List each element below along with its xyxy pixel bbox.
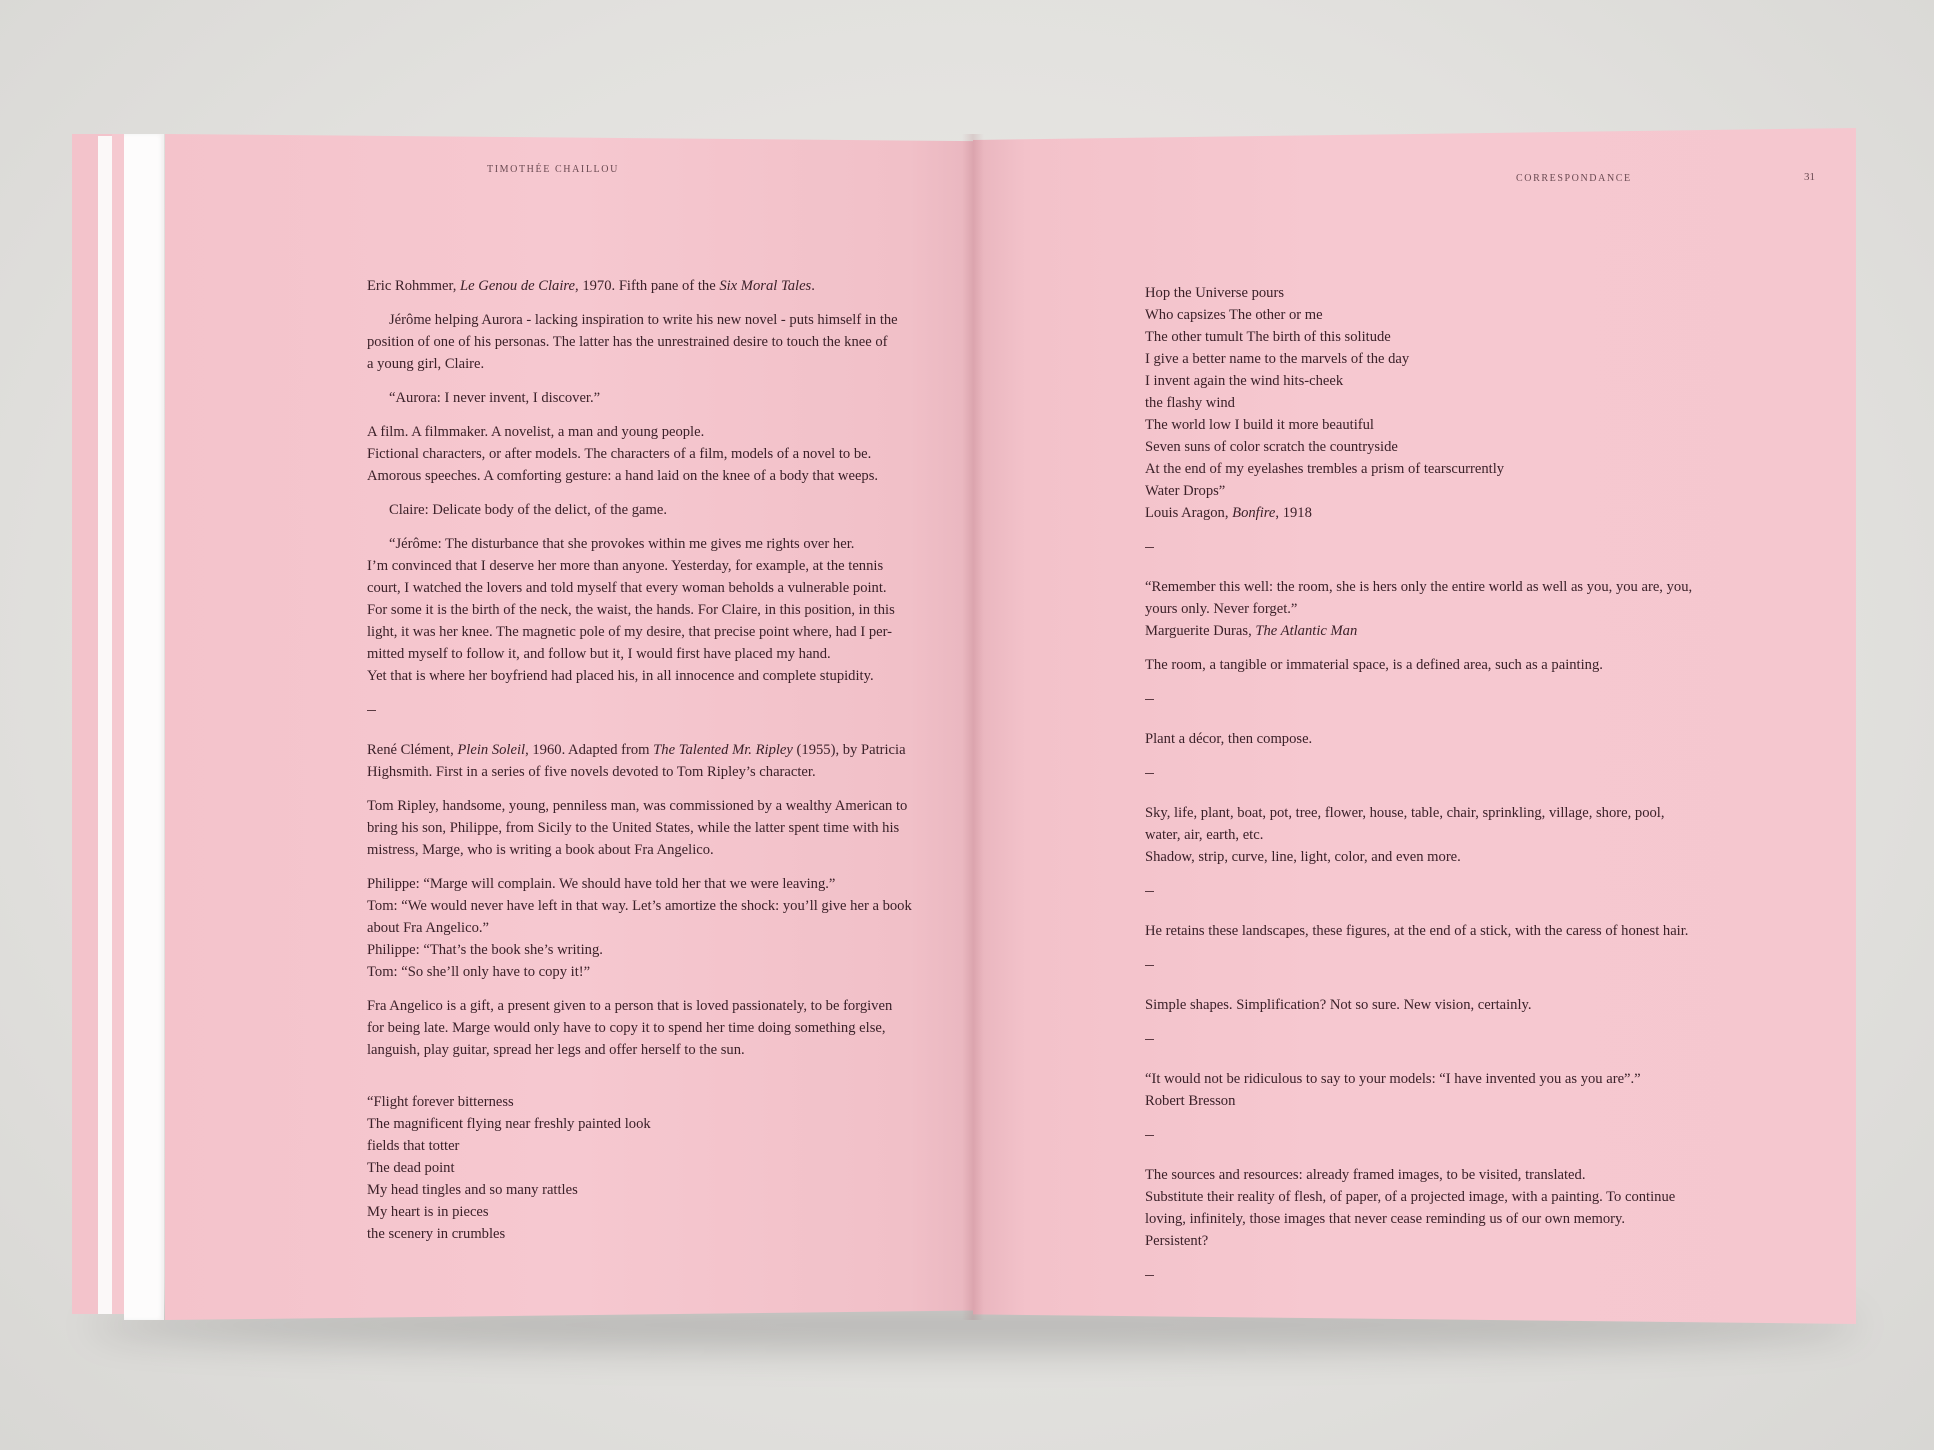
- text-line: yours only. Never forget.”: [1145, 601, 1298, 617]
- stack-white-edge: [124, 134, 164, 1320]
- text-line: The magnificent flying near freshly painted look: [367, 1116, 651, 1132]
- section-divider: [1145, 762, 1785, 784]
- text-line: position of one of his personas. The latter has the unrestrained desire to touch the knee of: [367, 334, 888, 350]
- text-line: the scenery in crumbles: [367, 1226, 506, 1242]
- text-line: Fra Angelico is a gift, a present given to a person that is loved passionately, to be forgiven: [367, 998, 893, 1014]
- left-running-head: TIMOTHÉE CHAILLOU: [487, 164, 619, 175]
- title-italic: Six Moral Tales: [719, 278, 812, 294]
- text-line: My heart is in pieces: [367, 1204, 489, 1220]
- right-text-column: [1145, 282, 1785, 1304]
- text-line: The room, a tangible or immaterial space, is a defined area, such as a painting.: [1145, 657, 1603, 673]
- paragraph: [367, 533, 962, 687]
- paragraph: [1145, 1068, 1785, 1112]
- text-line: “Flight forever bitterness: [367, 1094, 514, 1110]
- text-line: Seven suns of color scratch the countryside: [1145, 439, 1398, 455]
- text-line: mistress, Marge, who is writing a book about Fra Angelico.: [367, 842, 714, 858]
- text-line: Persistent?: [1145, 1233, 1209, 1249]
- section-divider: [1145, 954, 1785, 976]
- text-line: loving, infinitely, those images that never cease reminding us of our own memory.: [1145, 1211, 1625, 1227]
- text-line: court, I watched the lovers and told myself that every woman beholds a vulnerable point.: [367, 580, 887, 596]
- text-line: He retains these landscapes, these figures, at the end of a stick, with the caress of honest hair.: [1145, 923, 1689, 939]
- text-line: languish, play guitar, spread her legs and offer herself to the sun.: [367, 1042, 745, 1058]
- text-line: Philippe: “That’s the book she’s writing.: [367, 942, 603, 958]
- text-line: Tom: “So she’ll only have to copy it!”: [367, 964, 591, 980]
- section-divider: [367, 699, 962, 721]
- title-italic: Le Genou de Claire: [460, 278, 576, 294]
- text-line: At the end of my eyelashes trembles a prism of tearscurrently: [1145, 461, 1505, 477]
- text-line: Yet that is where her boyfriend had placed his, in all innocence and complete stupidity.: [367, 668, 874, 684]
- text-line: Marguerite Duras, The Atlantic Man: [1145, 623, 1358, 639]
- text-line: water, air, earth, etc.: [1145, 827, 1264, 843]
- paragraph: [367, 795, 962, 861]
- paragraph: [367, 739, 962, 783]
- spacer: [367, 1073, 962, 1091]
- book-gutter: [962, 134, 984, 1320]
- text-line: Amorous speeches. A comforting gesture: a hand laid on the knee of a body that weeps.: [367, 468, 879, 484]
- section-divider: [1145, 1028, 1785, 1050]
- text-line: “Jérôme: The disturbance that she provokes within me gives me rights over her.: [389, 536, 855, 552]
- attribution: [1145, 502, 1785, 524]
- text-line: Substitute their reality of flesh, of paper, of a projected image, with a painting. To continue: [1145, 1189, 1676, 1205]
- section-divider: [1145, 536, 1785, 558]
- text-line: Plant a décor, then compose.: [1145, 731, 1313, 747]
- text-line: The dead point: [367, 1160, 455, 1176]
- text-line: Fictional characters, or after models. The characters of a film, models of a novel to be.: [367, 446, 872, 462]
- text-line: Louis Aragon, Bonfire, 1918: [1145, 505, 1312, 521]
- text-line: A film. A filmmaker. A novelist, a man and young people.: [367, 424, 705, 440]
- text-line: Philippe: “Marge will complain. We should have told her that we were leaving.”: [367, 876, 836, 892]
- text-line: Jérôme helping Aurora - lacking inspiration to write his new novel - puts himself in the: [389, 312, 898, 328]
- text-line: Water Drops”: [1145, 483, 1226, 499]
- attribution: [1145, 620, 1785, 642]
- section-divider: [1145, 1124, 1785, 1146]
- right-running-head: CORRESPONDANCE: [1516, 173, 1632, 184]
- title-italic: The Talented Mr. Ripley: [653, 742, 793, 758]
- text-line: Shadow, strip, curve, line, light, color, and even more.: [1145, 849, 1461, 865]
- title-italic: Bonfire: [1232, 505, 1276, 521]
- paragraph: [367, 499, 962, 521]
- text-line: Claire: Delicate body of the delict, of the game.: [389, 502, 667, 518]
- text-line: fields that totter: [367, 1138, 460, 1154]
- paragraph: [367, 421, 962, 487]
- paragraph: [1145, 728, 1785, 750]
- paragraph: [1145, 1164, 1785, 1252]
- text-line: “Remember this well: the room, she is hers only the entire world as well as you, you are, you,: [1145, 579, 1693, 595]
- text-line: Simple shapes. Simplification? Not so sure. New vision, certainly.: [1145, 997, 1532, 1013]
- stack-white-edge: [98, 136, 112, 1314]
- paragraph: [367, 275, 962, 297]
- paragraph: [1145, 920, 1785, 942]
- paragraph: [1145, 994, 1785, 1016]
- text-line: My head tingles and so many rattles: [367, 1182, 578, 1198]
- text-line: “Aurora: I never invent, I discover.”: [389, 390, 601, 406]
- left-text-column: [367, 275, 962, 1257]
- paragraph: [367, 387, 962, 409]
- title-italic: The Atlantic Man: [1255, 623, 1358, 639]
- text-line: Tom Ripley, handsome, young, penniless man, was commissioned by a wealthy American to: [367, 798, 908, 814]
- text-line: I give a better name to the marvels of the day: [1145, 351, 1410, 367]
- text-line: mitted myself to follow it, and follow but it, I would first have placed my hand.: [367, 646, 831, 662]
- text-line: about Fra Angelico.”: [367, 920, 489, 936]
- section-divider: [1145, 880, 1785, 902]
- text-line: I invent again the wind hits-cheek: [1145, 373, 1344, 389]
- text-line: Robert Bresson: [1145, 1093, 1236, 1109]
- paragraph: [1145, 282, 1785, 502]
- paragraph: [367, 1091, 962, 1245]
- text-line: I’m convinced that I deserve her more than anyone. Yesterday, for example, at the tennis: [367, 558, 884, 574]
- text-line: for being late. Marge would only have to copy it to spend her time doing something else,: [367, 1020, 886, 1036]
- text-line: The sources and resources: already framed images, to be visited, translated.: [1145, 1167, 1586, 1183]
- text-line: “It would not be ridiculous to say to your models: “I have invented you as you are”.”: [1145, 1071, 1641, 1087]
- paragraph: [1145, 802, 1785, 868]
- paragraph: [367, 873, 962, 983]
- paragraph: [367, 309, 962, 375]
- text-line: The other tumult The birth of this solitude: [1145, 329, 1391, 345]
- text-line: Eric Rohmmer, Le Genou de Claire, 1970. Fifth pane of the Six Moral Tales.: [367, 278, 815, 294]
- text-line: Who capsizes The other or me: [1145, 307, 1323, 323]
- text-line: Highsmith. First in a series of five novels devoted to Tom Ripley’s character.: [367, 764, 816, 780]
- page-number: 31: [1804, 171, 1815, 183]
- section-divider: [1145, 688, 1785, 710]
- text-line: For some it is the birth of the neck, the waist, the hands. For Claire, in this position, in this: [367, 602, 895, 618]
- text-line: light, it was her knee. The magnetic pole of my desire, that precise point where, had I per-: [367, 624, 893, 640]
- paragraph: [367, 995, 962, 1061]
- section-divider: [1145, 1264, 1785, 1286]
- text-line: Sky, life, plant, boat, pot, tree, flower, house, table, chair, sprinkling, village, shore, pool,: [1145, 805, 1665, 821]
- text-line: bring his son, Philippe, from Sicily to the United States, while the latter spent time with his: [367, 820, 900, 836]
- text-line: the flashy wind: [1145, 395, 1235, 411]
- text-line: Hop the Universe pours: [1145, 285, 1285, 301]
- text-line: a young girl, Claire.: [367, 356, 485, 372]
- text-line: Tom: “We would never have left in that way. Let’s amortize the shock: you’ll give her a book: [367, 898, 912, 914]
- paragraph: [1145, 654, 1785, 676]
- stack-pink-edge: [112, 134, 124, 1314]
- title-italic: Plein Soleil: [457, 742, 526, 758]
- text-line: The world low I build it more beautiful: [1145, 417, 1374, 433]
- paragraph: [1145, 576, 1785, 620]
- text-line: René Clément, Plein Soleil, 1960. Adapted from The Talented Mr. Ripley (1955), by Patricia: [367, 742, 906, 758]
